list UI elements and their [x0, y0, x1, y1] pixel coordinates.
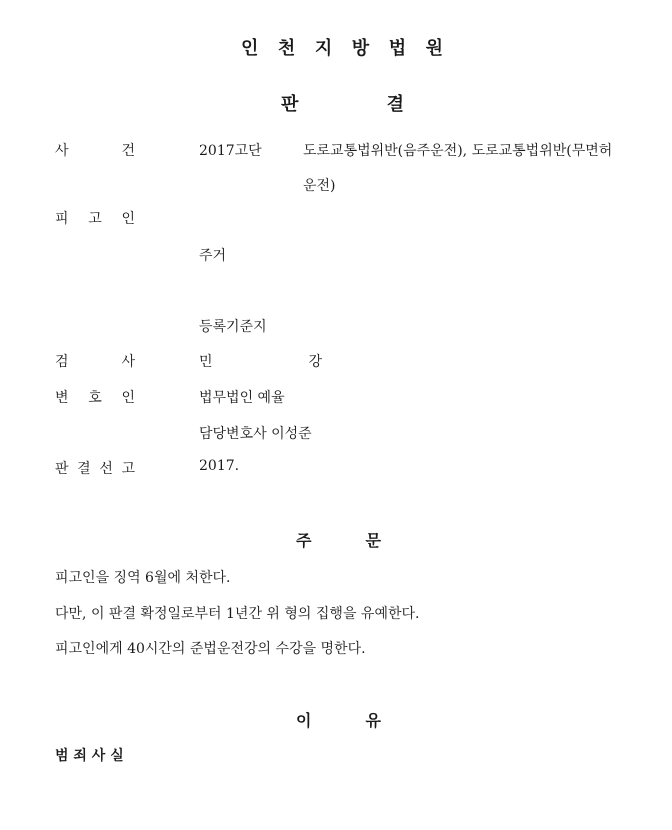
court-name-char: 법 [388, 38, 407, 59]
defense-counsel-label: 변 호 인 [55, 390, 135, 406]
crime-facts-label: 범 죄 사 실 [55, 748, 124, 764]
ruling-line: 피고인을 징역 6월에 처한다. [55, 570, 231, 586]
prosecutor-label: 검 사 [55, 354, 135, 370]
document-type-char: 판 [281, 94, 299, 115]
reasons-heading: 이 유 [296, 711, 381, 730]
case-label: 사 건 [55, 143, 135, 159]
ruling-heading: 주 문 [296, 531, 381, 550]
case-name-line-2: 운전) [303, 178, 336, 194]
document-type-char: 결 [386, 94, 404, 115]
court-name-char: 천 [277, 38, 296, 59]
court-name-char: 방 [351, 38, 370, 59]
court-name-char: 원 [425, 38, 443, 59]
law-firm: 법무법인 예율 [199, 390, 285, 406]
court-name-char: 인 [241, 38, 259, 59]
case-number: 2017고단 [199, 143, 262, 159]
case-name-line-1: 도로교통법위반(음주운전), 도로교통법위반(무면허 [303, 143, 613, 159]
ruling-line: 피고인에게 40시간의 준법운전강의 수강을 명한다. [55, 641, 366, 657]
court-name-char: 지 [314, 38, 333, 59]
court-name [241, 34, 443, 60]
residence-label: 주거 [199, 248, 227, 264]
registered-address-label: 등록기준지 [199, 319, 267, 335]
ruling-line: 다만, 이 판결 확정일로부터 1년간 위 형의 집행을 유예한다. [55, 606, 420, 622]
defendant-label: 피 고 인 [55, 211, 135, 227]
verdict-date-label: 판 결 선 고 [55, 461, 135, 477]
prosecutor-name: 민 강 [199, 354, 322, 370]
attorney-name: 담당변호사 이성준 [199, 426, 312, 442]
verdict-date: 2017. [199, 458, 240, 474]
document-type [281, 90, 404, 116]
